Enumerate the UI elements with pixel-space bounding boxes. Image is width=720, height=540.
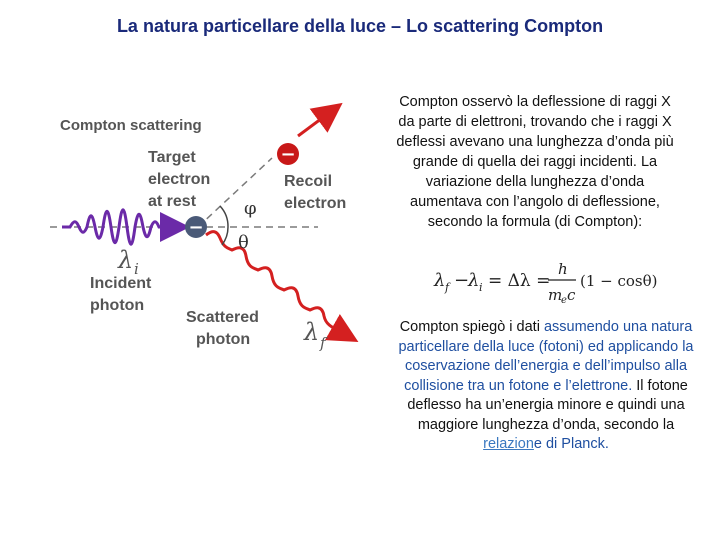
explanation-part-1: Compton spiegò i dati <box>399 319 544 335</box>
formula-denominator-e: e <box>561 295 567 304</box>
lambda-f-subscript: f <box>320 334 326 352</box>
recoil-electron-path <box>198 158 272 227</box>
formula-f-sub: f <box>445 281 450 294</box>
formula-rhs: (1 − cosθ) <box>580 272 658 290</box>
formula-lambda-i: λ <box>468 270 480 291</box>
relazione-link[interactable]: relazion <box>483 436 534 452</box>
recoil-label-1: Recoil <box>284 173 333 190</box>
description-paragraph: Compton osservò la deflessione di raggi X da parte di elettroni, trovando che i raggi X deflessi avevano una lunghezza d’onda più grande di quella dei raggi incidenti. La variazione della lunghezza d’onda aumentava con l’angolo di deflessione, secondo la formula (di Compton): <box>396 94 674 230</box>
explanation-part-5: e <box>533 436 542 452</box>
lambda-i-symbol: λ <box>118 246 134 274</box>
target-label-1: Target <box>148 149 196 166</box>
compton-diagram <box>48 100 378 370</box>
page-title: La natura particellare della luce – Lo scattering Compton <box>116 16 604 36</box>
lambda-i-subscript: i <box>134 260 139 278</box>
formula-numerator: h <box>558 260 568 278</box>
lambda-f-symbol: λ <box>304 318 320 346</box>
formula-denominator-c: c <box>567 286 576 304</box>
explanation-part-2: assumendo una natura particellare della luce (fotoni) ed applicando la coservazione dell’energia e dell’impulso alla collisione tra un fotone e l’elettrone. <box>398 319 694 394</box>
formula-denominator-m: m <box>548 286 563 304</box>
phi-arc <box>220 206 228 227</box>
scattered-label-1: Scattered <box>186 309 259 326</box>
target-label-3: at rest <box>148 193 197 210</box>
recoil-electron-sign: − <box>280 144 296 165</box>
formula-lambda-f: λ <box>434 270 446 291</box>
recoil-arrow <box>298 110 333 136</box>
formula-minus: − <box>454 270 470 291</box>
formula-equals: = Δλ = <box>488 271 551 291</box>
scattered-label-2: photon <box>196 331 251 348</box>
explanation-paragraph <box>398 318 694 455</box>
explanation-part-3: Il fotone deflesso ha un’energia minore e quindi una maggiore lunghezza d’onda, secondo la <box>407 377 688 433</box>
incident-photon-wave <box>62 210 178 245</box>
diagram-heading: Compton scattering <box>60 117 202 134</box>
target-label-2: electron <box>148 171 211 188</box>
incident-label-2: photon <box>90 297 145 314</box>
target-electron-sign: − <box>188 217 204 238</box>
compton-formula <box>430 258 660 304</box>
incident-label-1: Incident <box>90 275 152 292</box>
phi-symbol: φ <box>244 198 257 219</box>
formula-i-sub: i <box>479 281 483 294</box>
explanation-part-6: di Planck. <box>541 436 609 452</box>
theta-symbol: θ <box>238 232 249 253</box>
recoil-label-2: electron <box>284 195 347 212</box>
